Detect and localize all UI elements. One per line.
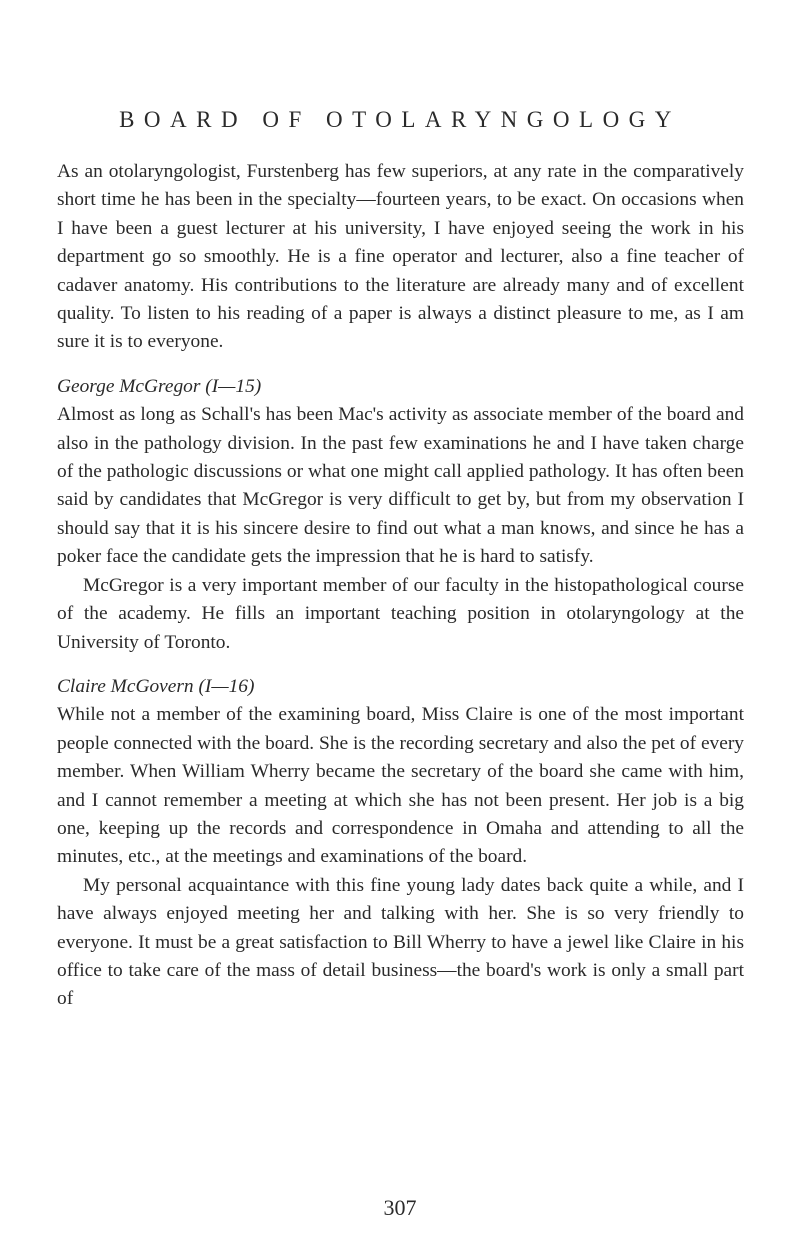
text-block bbox=[57, 158, 744, 1014]
section-paragraph: While not a member of the examining board, Miss Claire is one of the most important people connected with the board. She is the recording secretary and also the pet of every member. When William Wherry became the secretary of the board she came with him, and I cannot remember a meeting at which she has not been present. Her job is a big one, keeping up the records and correspondence in Omaha and attending to all the minutes, etc., at the meetings and examinations of the board. bbox=[57, 704, 744, 868]
section-claire-mcgovern bbox=[57, 673, 744, 1014]
section-paragraph: McGregor is a very important member of our faculty in the histopathological course of the academy. He fills an important teaching position in otolaryngology at the University of Toronto. bbox=[57, 574, 744, 653]
page-number: 307 bbox=[383, 1195, 417, 1220]
running-head: BOARD OF OTOLARYNGOLOGY bbox=[119, 107, 681, 132]
section-paragraph: Almost as long as Schall's has been Mac's activity as associate member of the board and also in the pathology division. In the past few examinations he and I have taken charge of the pathologic discussions or what one might call applied pathology. It has often been said by candidates that McGregor is very difficult to get by, but from my observation I should say that it is his sincere desire to find out what a man knows, and since he has a poker face the candidate gets the impression that he is hard to satisfy. bbox=[57, 404, 744, 568]
intro-paragraph: As an otolaryngologist, Furstenberg has few superiors, at any rate in the comparatively short time he has been in the specialty—fourteen years, to be exact. On occasions when I have been a guest lecturer at his university, I have enjoyed seeing the work in his department go so smoothly. He is a fine operator and lecturer, also a fine teacher of cadaver anatomy. His contributions to the literature are already many and of excellent quality. To listen to his reading of a paper is always a distinct pleasure to me, as I am sure it is to everyone. bbox=[57, 161, 744, 353]
section-gap bbox=[57, 357, 744, 373]
section-george-mcgregor bbox=[57, 373, 744, 657]
section-gap bbox=[57, 657, 744, 673]
section-paragraph: My personal acquaintance with this fine young lady dates back quite a while, and I have always enjoyed meeting her and talking with her. She is so very friendly to everyone. It must be a great satisfaction to Bill Wherry to have a jewel like Claire in his office to take care of the mass of detail business—the board's work is only a small part of bbox=[57, 874, 744, 1010]
section-heading: George McGregor (I—15) bbox=[57, 375, 262, 397]
section-heading: Claire McGovern (I—16) bbox=[57, 675, 255, 697]
